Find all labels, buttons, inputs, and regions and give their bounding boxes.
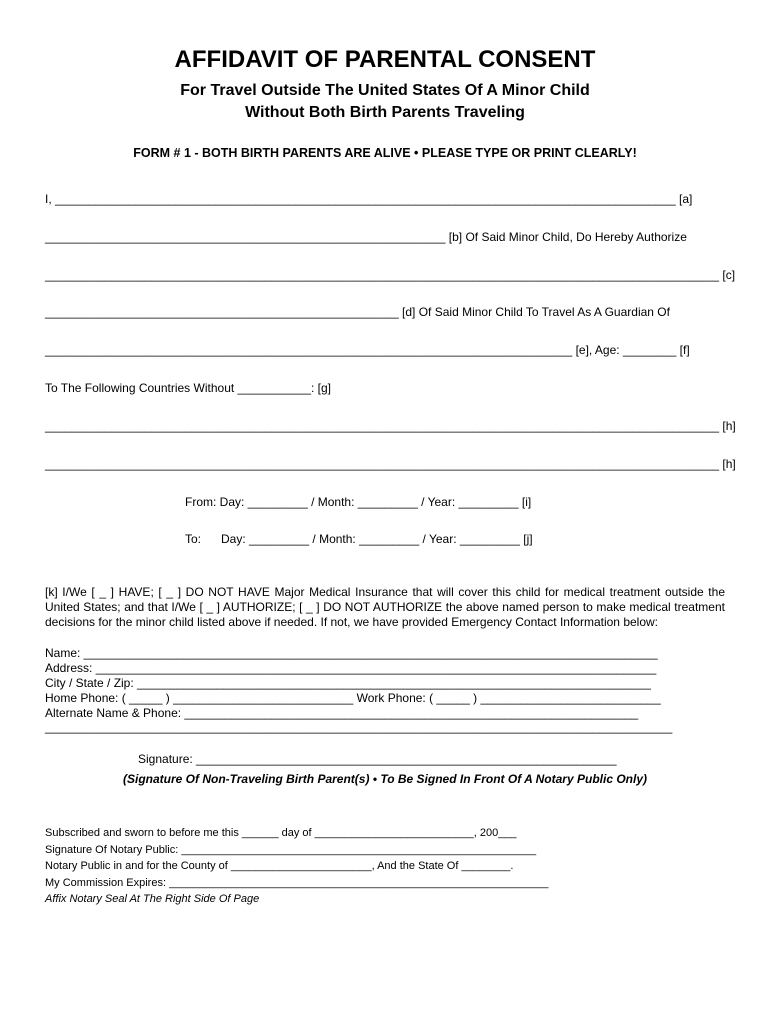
field-line-b[interactable]: ____________________________________________________________ [b] Of Said Minor Child, Do Hereby Authorize [45, 230, 687, 244]
field-to-date[interactable]: Day: _________ / Month: _________ / Year: _________ [j] [221, 532, 533, 546]
field-alternate-contact[interactable]: Alternate Name & Phone: ____________________________________________________________________ [45, 706, 639, 720]
insurance-paragraph: [k] I/We [ _ ] HAVE; [ _ ] DO NOT HAVE Major Medical Insurance that will cover this child for medical treatment outside the United States; and that I/We [ _ ] AUTHORIZE; [ _ ] DO NOT AUTHORIZE the above named person to make medical treatment decisions for the minor child listed above if needed. If not, we have provided Emergency Contact Information below: [45, 585, 725, 629]
field-contact-name[interactable]: Name: ______________________________________________________________________________________ [45, 646, 658, 660]
form-heading: FORM # 1 - BOTH BIRTH PARENTS ARE ALIVE • PLEASE TYPE OR PRINT CLEARLY! [133, 146, 637, 160]
field-line-e-f[interactable]: _______________________________________________________________________________ [e], Age: ________ [f] [45, 343, 690, 357]
field-contact-phones[interactable]: Home Phone: ( _____ ) ___________________________ Work Phone: ( _____ ) ___________________________ [45, 691, 661, 705]
field-line-h-2[interactable]: _____________________________________________________________________________________________________ [h] [45, 457, 736, 471]
document-subtitle-line-2: Without Both Birth Parents Traveling [245, 104, 525, 121]
notary-signature-line[interactable]: Signature Of Notary Public: __________________________________________________________ [45, 844, 537, 856]
notary-seal-instruction: Affix Notary Seal At The Right Side Of Page [45, 893, 260, 905]
document-subtitle-line-1: For Travel Outside The United States Of A Minor Child [180, 82, 590, 99]
notary-sworn-line[interactable]: Subscribed and sworn to before me this ______ day of __________________________, 200___ [45, 827, 517, 839]
field-blank-line[interactable]: ______________________________________________________________________________________________ [45, 720, 673, 734]
field-line-g[interactable]: To The Following Countries Without ___________: [g] [45, 381, 331, 395]
field-contact-city[interactable]: City / State / Zip: _____________________________________________________________________________ [45, 676, 651, 690]
field-line-d[interactable]: _____________________________________________________ [d] Of Said Minor Child To Travel As A Guardian Of [45, 305, 670, 319]
field-contact-address[interactable]: Address: ____________________________________________________________________________________ [45, 661, 657, 675]
to-label: To: [185, 532, 202, 546]
field-from-date[interactable]: From: Day: _________ / Month: _________ / Year: _________ [i] [185, 495, 532, 509]
signature-note: (Signature Of Non-Traveling Birth Parent(s) • To Be Signed In Front Of A Notary Public Only) [122, 772, 647, 786]
field-line-a[interactable]: I, _____________________________________________________________________________________________ [a] [45, 192, 693, 206]
notary-commission-line[interactable]: My Commission Expires: ______________________________________________________________ [45, 877, 549, 889]
field-line-h-1[interactable]: _____________________________________________________________________________________________________ [h] [45, 419, 736, 433]
field-signature[interactable]: Signature: _______________________________________________________________ [138, 752, 617, 766]
notary-county-line[interactable]: Notary Public in and for the County of _______________________, And the State Of ________. [45, 860, 514, 872]
document-title: AFFIDAVIT OF PARENTAL CONSENT [174, 46, 596, 73]
field-line-c[interactable]: _____________________________________________________________________________________________________ [c] [45, 268, 736, 282]
